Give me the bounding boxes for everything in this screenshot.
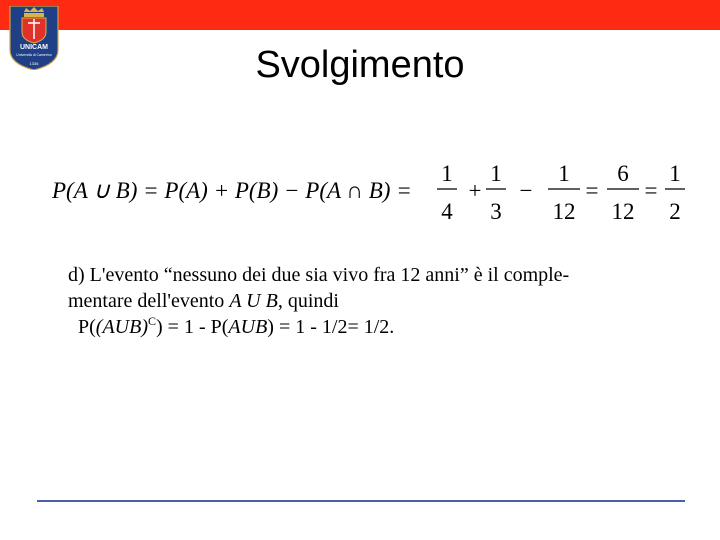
fraction-2-denominator: 3 xyxy=(490,199,502,224)
slide-title: Svolgimento xyxy=(255,44,465,86)
union-expression: (AUB) xyxy=(95,316,148,338)
fraction-4-numerator: 6 xyxy=(617,161,629,186)
line-2-text-b: , quindi xyxy=(277,290,339,312)
formula-op-equals-2: = xyxy=(644,178,658,203)
probability-formula xyxy=(52,157,692,227)
logo-subtitle: Università di Camerino xyxy=(16,53,52,57)
fraction-1-numerator: 1 xyxy=(441,161,453,186)
line-2-text-a: mentare dell'evento xyxy=(68,290,230,312)
formula-lhs: P(A ∪ B) = P(A) + P(B) − P(A ∩ B) = xyxy=(52,178,412,203)
logo-name: UNICAM xyxy=(20,44,48,51)
event-a-union-b: A U B xyxy=(229,290,278,312)
fraction-4-denominator: 12 xyxy=(611,199,635,224)
paragraph-line-2 xyxy=(68,288,708,314)
fraction-2-numerator: 1 xyxy=(490,161,502,186)
formula-op-plus: + xyxy=(468,178,482,203)
line-3-text-b: ) = 1 - P( xyxy=(156,316,229,338)
fraction-5-denominator: 2 xyxy=(669,199,681,224)
header-bar xyxy=(0,0,720,30)
logo-year: 1336 xyxy=(29,61,39,66)
complement-superscript: C xyxy=(148,314,157,328)
paragraph-line-1: d) L'evento “nessuno dei due sia vivo fra 12 anni” è il comple- xyxy=(68,264,570,286)
fraction-3-denominator: 12 xyxy=(552,199,576,224)
paragraph-line-3 xyxy=(68,314,708,340)
fraction-5-numerator: 1 xyxy=(669,161,681,186)
line-3-text-c: ) = 1 - 1/2= 1/2. xyxy=(267,316,395,338)
formula-op-equals-1: = xyxy=(585,178,599,203)
fraction-1-denominator: 4 xyxy=(441,199,453,224)
solution-paragraph xyxy=(68,262,708,340)
formula-op-minus: − xyxy=(519,178,533,203)
fraction-3-numerator: 1 xyxy=(558,161,570,186)
footer-divider xyxy=(37,500,685,502)
union-expression-2: AUB xyxy=(228,316,268,338)
line-3-text-a: P( xyxy=(78,316,96,338)
